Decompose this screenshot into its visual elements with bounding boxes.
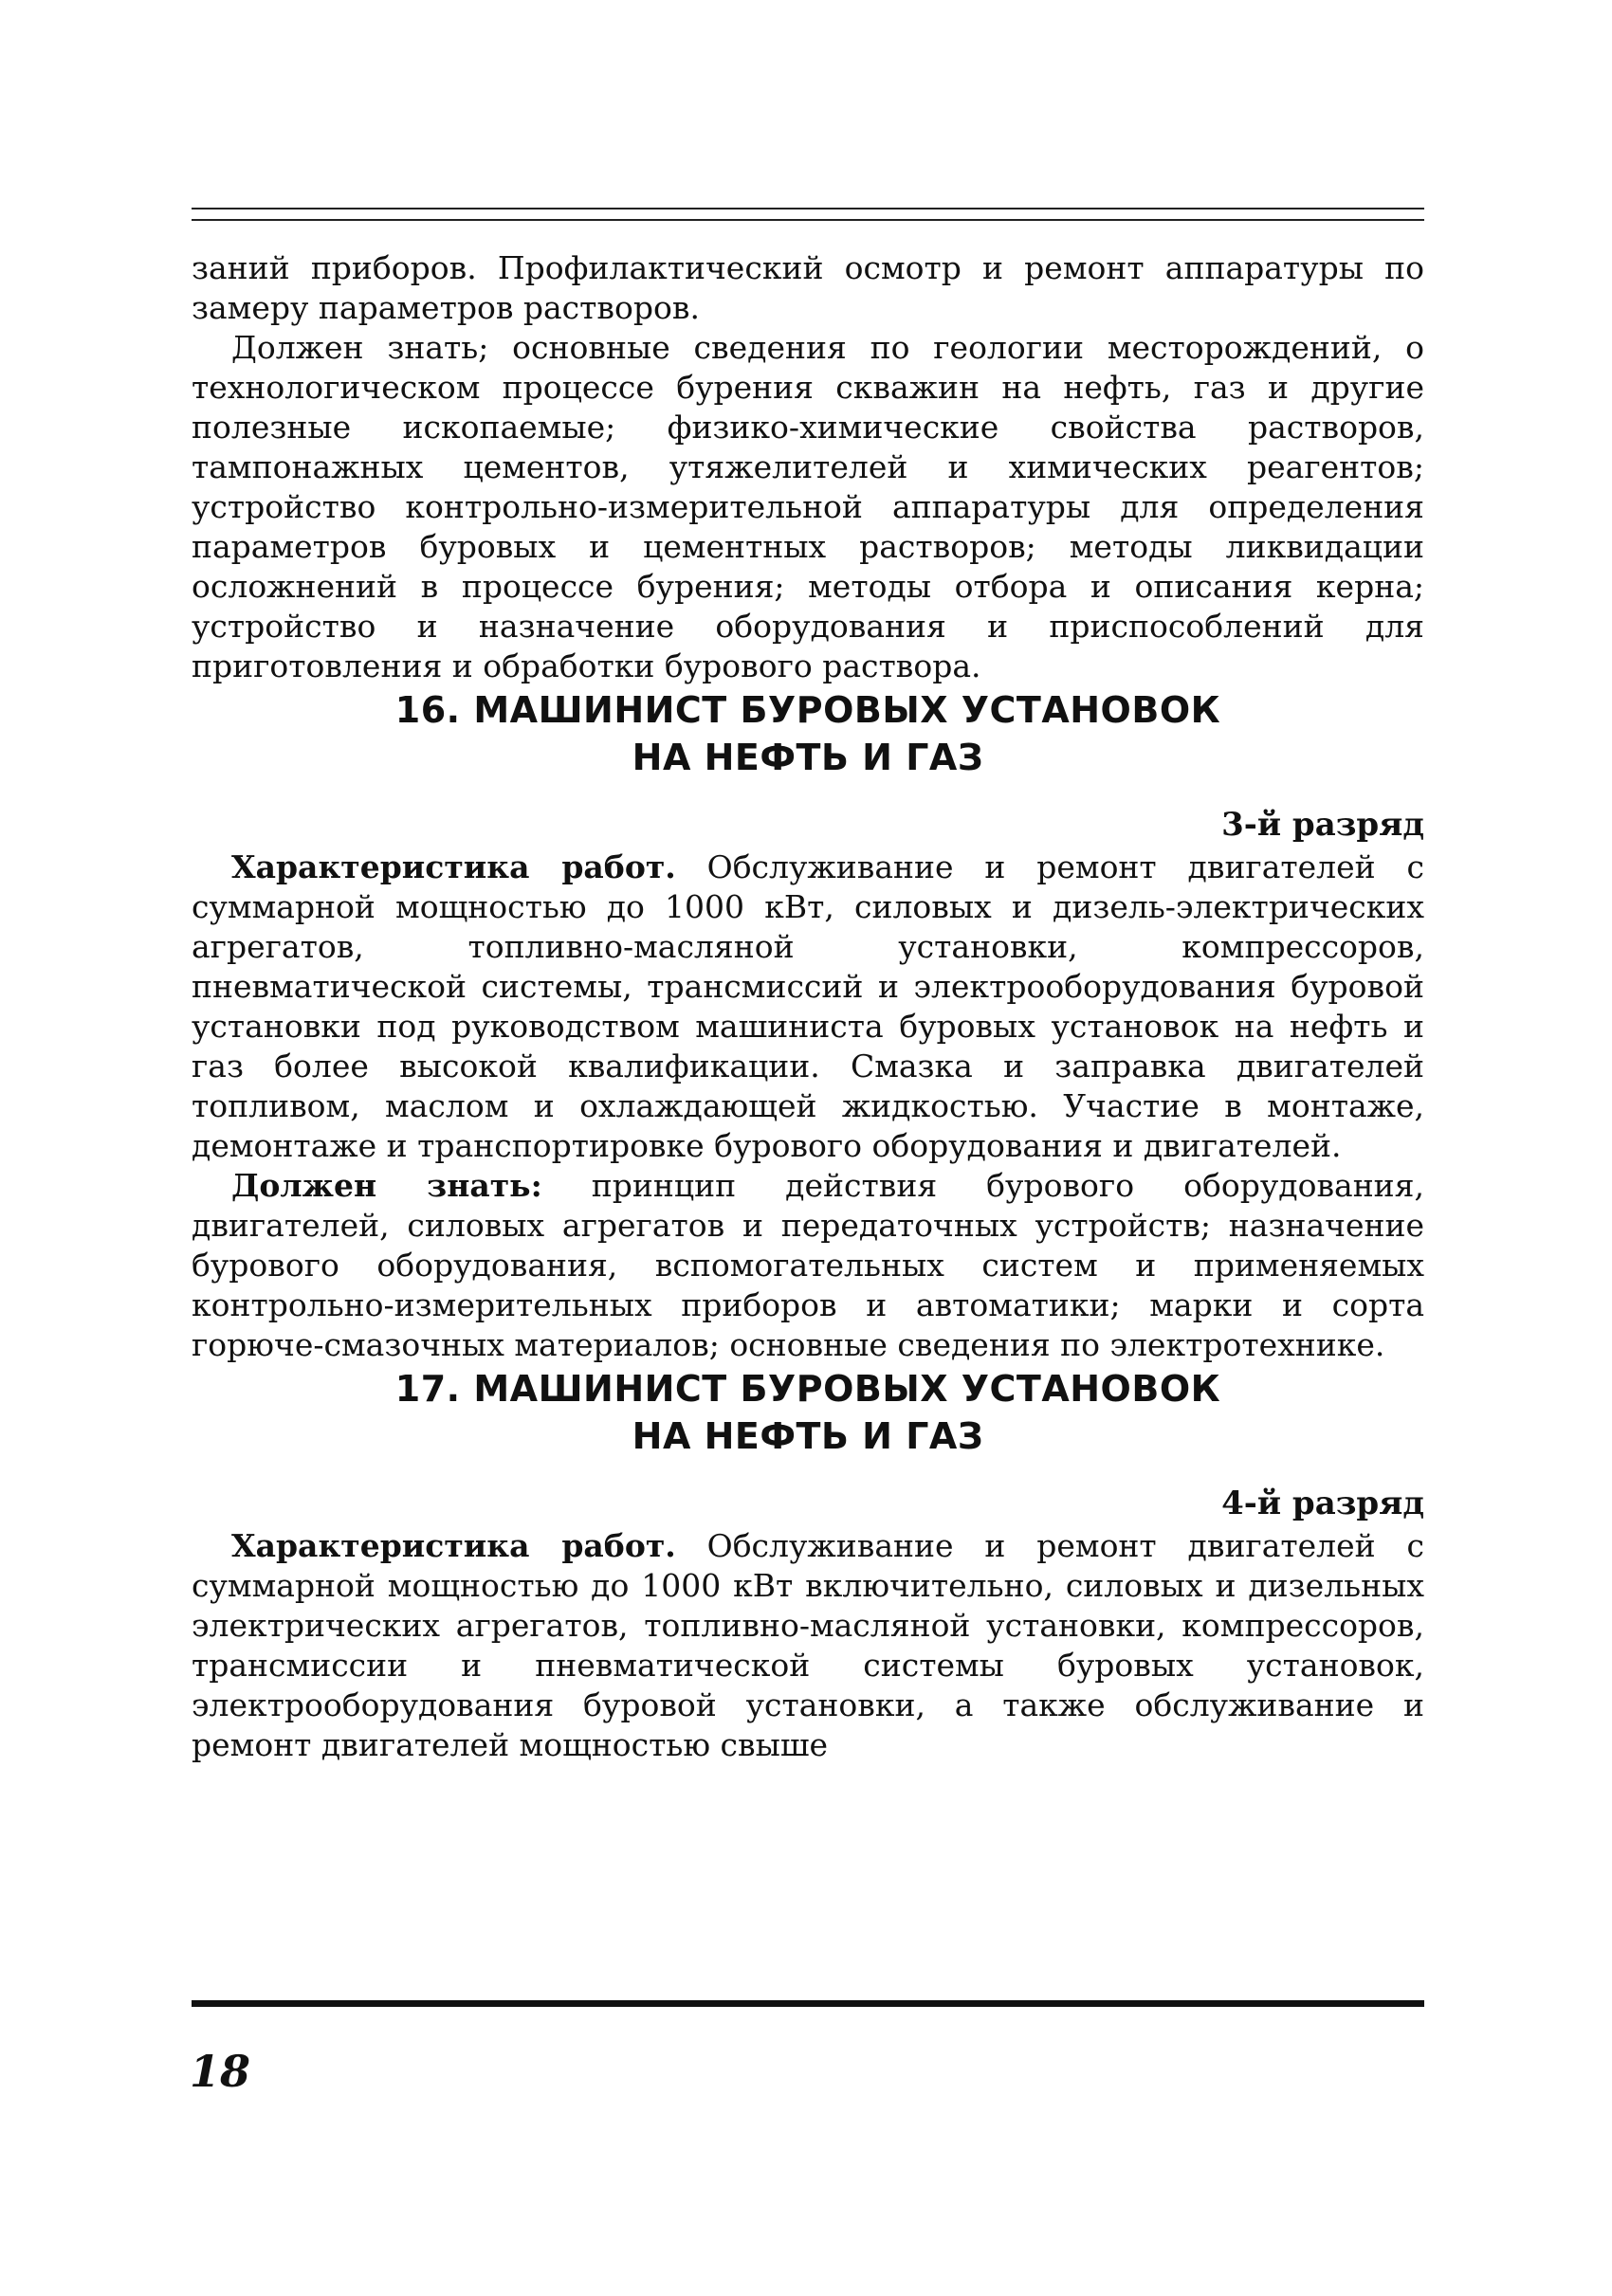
intro-paragraph-1: заний приборов. Профилактический осмотр и ремонт аппаратуры по замеру параметров растворов. — [192, 249, 1424, 326]
section-16-title-line-1: 16. МАШИНИСТ БУРОВЫХ УСТАНОВОК — [394, 689, 1221, 731]
section-16-know-label: Должен знать: — [231, 1167, 542, 1204]
footer-rule — [192, 2000, 1424, 2007]
section-17-characteristics — [192, 1526, 1424, 1765]
section-16-grade: 3-й разряд — [1221, 806, 1424, 844]
section-16-title-line-2: НА НЕФТЬ И ГАЗ — [632, 737, 984, 778]
section-16-know-text: принцип действия бурового оборудования, двигателей, силовых агрегатов и передаточных устройств; назначение бурового оборудования, вспомогательных систем и применяемых контрольно-измерительных приборов и автоматики; марки и сорта горюче-смазочных материалов; основные сведения по электротехнике. — [192, 1167, 1424, 1363]
section-17-title-line-1: 17. МАШИНИСТ БУРОВЫХ УСТАНОВОК — [394, 1368, 1221, 1410]
section-16-char-text: Обслуживание и ремонт двигателей с суммарной мощностью до 1000 кВт, силовых и дизель-электрических агрегатов, топливно-масляной установки, компрессоров, пневматической системы, трансмиссий и электрооборудования буровой установки под руководством машиниста буровых установок на нефть и газ более высокой квалификации. Смазка и заправка двигателей топливом, маслом и охлаждающей жидкостью. Участие в монтаже, демонтаже и транспортировке бурового оборудования и двигателей. — [192, 848, 1425, 1164]
intro-paragraph-2 — [192, 328, 1424, 686]
page-content — [192, 248, 1424, 1765]
section-17-grade: 4-й разряд — [1221, 1485, 1424, 1522]
header-rule — [192, 208, 1424, 210]
section-16-characteristics — [192, 847, 1424, 1166]
intro-know-label: Должен знать — [231, 329, 479, 366]
section-17-title-line-2: НА НЕФТЬ И ГАЗ — [632, 1415, 984, 1457]
section-17-char-label: Характеристика работ. — [231, 1527, 676, 1564]
intro-know-text: ; основные сведения по геологии месторождений, о технологическом процессе бурения скважин на нефть, газ и другие полезные ископаемые; физико-химические свойства растворов, тампонажных цементов, утяжелителей и химических реагентов; устройство контрольно-измерительной аппаратуры для определения параметров буровых и цементных растворов; методы ликвидации осложнений в процессе бурения; методы отбора и описания керна; устройство и назначение оборудования и приспособлений для приготовления и обработки бурового раствора. — [192, 329, 1424, 684]
page-number: 18 — [190, 2046, 251, 2097]
section-16-char-label: Характеристика работ. — [231, 848, 676, 885]
section-16-knowledge — [192, 1166, 1424, 1365]
section-17-char-text: Обслуживание и ремонт двигателей с суммарной мощностью до 1000 кВт включительно, силовых и дизельных электрических агрегатов, топливно-масляной установки, компрессоров, трансмиссии и пневматической системы буровых установок, электрооборудования буровой установки, а также обслуживание и ремонт двигателей мощностью свыше — [192, 1527, 1425, 1763]
header-rule-double — [192, 219, 1424, 221]
